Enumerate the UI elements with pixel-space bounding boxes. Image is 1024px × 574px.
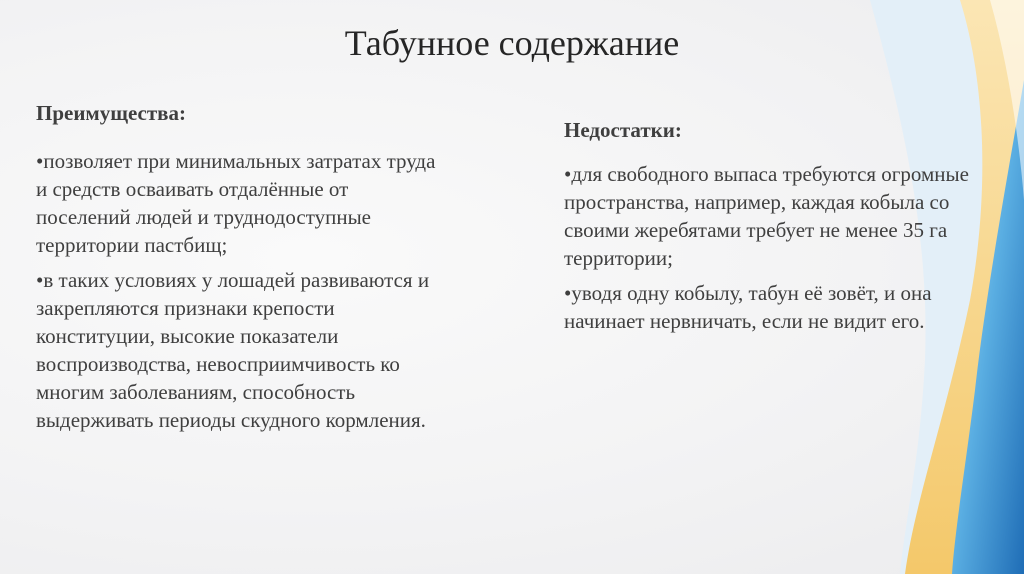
list-item: •уводя одну кобылу, табун её зовёт, и она начинает нервничать, если не видит его. — [564, 281, 932, 333]
slide-title: Табунное содержание — [344, 23, 680, 63]
disadvantages-heading: Недостатки: — [564, 118, 682, 142]
list-item: •для свободного выпаса требуются огромные пространства, например, каждая кобыла со своими жеребятами требует не менее 35 га территории; — [564, 162, 969, 270]
advantages-list — [36, 147, 436, 441]
list-item: •в таких условиях у лошадей развиваются и закрепляются признаки крепости конституции, высокие показатели воспроизводства, невосприимчивость ко многим заболеваниям, способность выдерживать периоды скудного кормления. — [36, 268, 430, 432]
list-item: •позволяет при минимальных затратах труда и средств осваивать отдалённые от поселений людей и труднодоступные территории пастбищ; — [36, 149, 436, 257]
advantages-heading: Преимущества: — [36, 101, 187, 125]
disadvantages-list — [564, 160, 984, 342]
